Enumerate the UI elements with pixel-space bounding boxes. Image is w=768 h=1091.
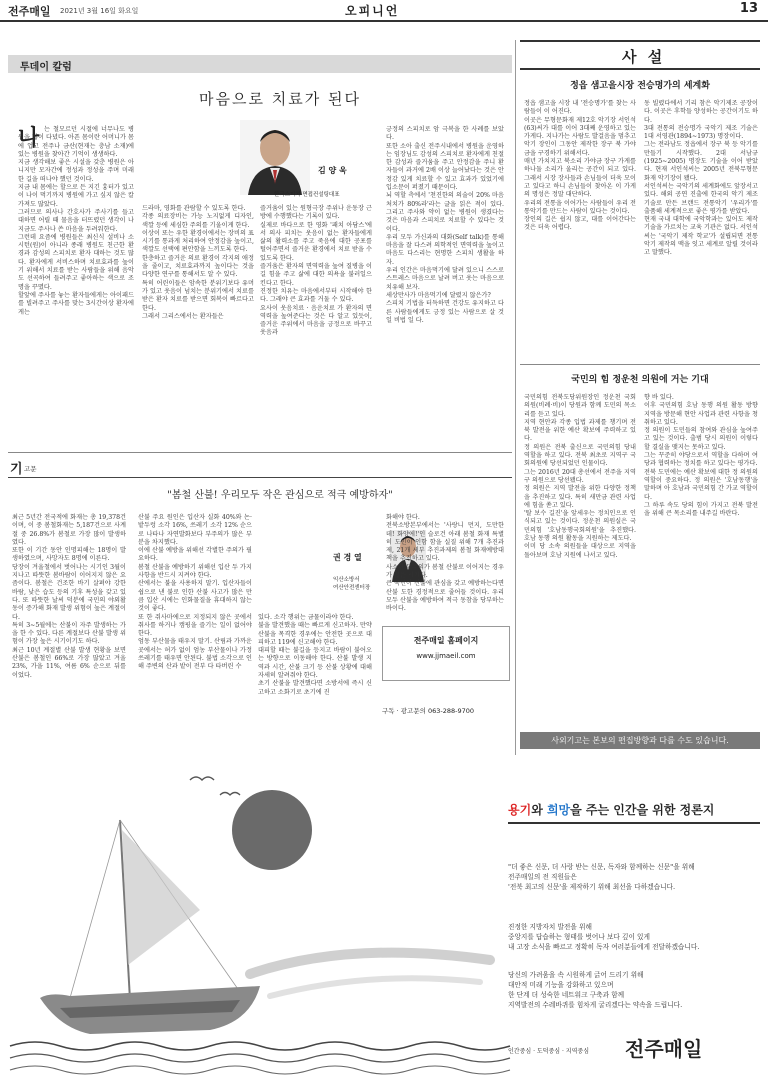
editorial-footer-text: 사외기고는 본보의 편집방향과 다를 수도 있습니다. — [551, 736, 729, 745]
page-header — [0, 0, 768, 22]
gi-col2: 산불 주요 원인은 입산자 실화 40%와 논·밭두렁 소각 16%, 쓰레기 소각 12% 순으로 나타나 자연발화보다 부주의가 많은 부분을 차지했다. 이에 산불 예방을 위해선 각별한 주의가 필요하다. 봄철 산불을 예방하기 위해선 입산 두 가지 사항을 반드시 지켜야 한다. 산에서는 불을 사용하지 말기. 입산자들이 쉽으로 낸 불로 인한 산불 사고가 많은 만큼 입산 시에는 인화물질을 휴대하지 않는 것이 좋다. 또 한 쥐사마에으로 지정되지 않은 곳에서 취사를 하거나 캠핑을 즐기는 일이 없어야 한다. 엄동 부산물을 태우지 말기. 산림과 가까운 곳에서는 허가 없이 엄농 부산물이나 가정 쓰레기를 태우면 안된다. 불법 소각으로 인해 주변의 산과 밭이 전부 다 타버린 수 — [138, 514, 252, 671]
ad-paragraph: 진정한 지방자치 발전을 위해 중앙지를 답습하는 형태를 벗어나 보다 깊이 있게 내 고장 소식을 빠르고 정확히 독자 여러분들에게 전달하겠습니다. — [508, 923, 700, 951]
header-section: 오피니언 — [345, 4, 400, 18]
dropcap: 나 — [18, 125, 40, 151]
editorial1-col1: 정읍 샘고을 시장 내 '전승명가'를 찾는 사람들이 이 어진다. 이곳은 무형문화재 제12호 악기장 서인석(63)씨가 대를 이어 3대째 운영하고 있는 가게다. 지나가는 사람도 발걸음을 멈추고 악기 장인이 그동안 제작한 장구 북 가야금을 구경하기 위해서다. 매년 가치지고 북소리 가야금 장구 가게를 하나둘 소리가 울리는 공간이 되고 있다. 그래서 시장 장사들과 손님들이 더욱 모이고 있다고 하니 손님들이 찾아온 이 가게의 명성은 정말 대단하다. 우리의 전통을 이어가는 사람들이 우리 전통악기를 만드는 사람이 있다는 것이다. 장인의 길은 쉽지 않고, 대를 이어간다는 것은 더욱 어렵다. — [524, 100, 636, 232]
ad-paragraph: "더 좋은 신문, 더 사랑 받는 신문, 독자와 함께하는 신문"을 위해 전주매일의 전 직원들은 '전북 최고의 신문'을 제작하기 위해 최선을 다하겠습니다. — [508, 863, 695, 891]
editorial2-col2: 향 바 있다. 이후 국민의힘 호남 동행 의원 활동 방향 지역을 방문해 현안 사업과 관련 사항을 청취하고 있다. 정 의원이 도민들의 참여와 관심을 높여주고 있는 것이다. 출범 당시 의원이 이렇다할 결실을 맺지는 못하고 있다. 그는 꾸준히 야당으로서 역할을 다하며 여당과 협력하는 정치를 하고 있다는 평가다. 전북 도민에는 예산 확보에 대한 정 의원의 역할이 중요하다. 정 의원은 '호남동행'을 말하며 아 호남과 국민의힘 간 가교 역할이다. 그 하루 속도 당의 힘이 가지고 전북 발전을 위해 큰 목소리를 내주길 바란다. — [644, 394, 758, 518]
homepage-promo — [382, 626, 510, 681]
today-col4: 긍정의 스피치로 암 극복을 한 사례를 보았다. 또한 소아 출신 전주시내에서 병원을 운영하는 임장님도 감성의 스피치로 환자에게 친절한 감성과 즐거움을 주고 안정감을 주니 환자들이 과거에 2배 이상 늘어났다는 것은 안정감 있게 치료할 수 있고 효과가 있었기에 입소문이 퍼졌기 때문이다. 뇌 역할 측에서 '천진한의 의술이 20% 마음처치가 80%라'라는 글을 읽은 적이 있다. 그리고 주사와 약이 없는 병원이 생겼다는 것은 마음과 스피치로 치료할 수 있다는 것이다. 우리 모두 가신과의 대화(Self talk)를 통해 마음을 잘 다스려 의학적인 면역력을 높이고 마음도 다스리는 현명한 스피치 생활을 하자. 우리 인간은 마음먹기에 달려 있으니 스스로 스트레스 마음으로 날려 버고 웃는 마음으로 치유해 보자. 세상만사가 마음먹기에 달렸지 않은가? 스피치 기법을 터득하면 건강도 유지하고 다른 사람들에게도 긍정 있는 사람으로 살 것일 비법 일 다. — [386, 126, 504, 324]
today-title: 마음으로 치료가 된다 — [199, 90, 361, 108]
gi-label: 기 — [10, 462, 23, 477]
ad-paragraph: 당신의 가려움을 속 시원하게 긁어 드리기 위해 대안적 미래 기능을 강화하고 있으며 한 단계 더 성숙한 네트워크 구축과 함께 지역발전의 수레바퀴를 힘차게 굴리겠다는 약속을 드립니다. — [508, 971, 683, 1009]
header-page-number: 13 — [739, 1, 758, 16]
gi-col4: 화해야 한다. 전북소방본부에서는 '사랑니 먼지, 도만한데! 화양에!'인 슬로건 아래 봄철 화재 특별히 도민이 인함 함을 실질 위해 7개 추진과제, 21개 세부 추진과제의 봄철 화재예방대책을 추진하고 있다. 사소한 부주의가 봄철 산불로 이어지는 경우가 많은 시기다. 큰 국민이 산불에 관심을 갖고 예방하는다면 산불 도한 경정적으로 줄어들 것이다. 우리 모두 산불을 예방하여 적극 동참을 당부하는 바이다. — [386, 514, 504, 613]
editorial-footer — [520, 732, 760, 749]
gi-col3: 있다. 소각 행위는 금물이라야 한다. 불을 발견했을 때는 빠르게 신고하자. 만약 산불을 목격한 경우에는 안전한 곳으로 대피하고 119에 신고해야 한다. 대피할 때는 불길을 등지고 바람이 불어오는 방향으로 이동해야 한다. 산불 발생 지역과 시간, 산불 크기 등 산불 상황에 대해 자세히 알려줘야 한다. 초기 산불을 발견했다면 소방서에 즉시 신고하고 소화기로 초기에 진 — [258, 614, 372, 696]
ad-title-part: 을 주는 인간을 위한 정론지 — [570, 803, 715, 817]
gi-author-role: 익산소방서 — [333, 577, 360, 583]
gi-col1: 최근 5년간 전국적에 화재는 총 19,378건이며, 이 중 봄철화재는 5,187건으로 사계절 중 26.8%가 봄철로 가장 많이 발생하였다. 또한 이 기간 동안 인명피해는 18명이 발생하였으며, 사망자도 8명에 이른다. 당장이 겨울철에서 벗어나는 시기인 3월이 지나고 따뜻한 봄바람이 이어지지 않은 요즘이다. 봄철은 건조한 바기 살펴야 강한 바람, 낮은 습도 등의 기후 특성을 갖고 있다. 또 따뜻한 날씨 덕분에 국민의 야외활동이 증가해 화재 발생 위험이 높은 계절이다. 특히 3~5월에는 산불이 자주 발생하는 가을 한 수 있다. 다른 계절보다 산불 발생 위험이 가장 높은 시기이기도 하다. 최근 10년 계절별 산불 발생 현황을 보면 산불은 봄철인 66%로 가장 많았고 겨울 23%, 가을 11%, 여름 6% 순으로 뒤를 이었다. — [12, 514, 126, 679]
editorial2-title: 국민의 힘 정운천 의원에 거는 기대 — [571, 375, 709, 385]
promo-name: 전주매일 홈페이지 — [413, 636, 479, 645]
editorial1-title: 정읍 샘고을시장 전승명가의 세계화 — [570, 81, 710, 91]
ad-slogan: 인간중심 · 도덕중심 · 지역중심 — [508, 1048, 589, 1055]
column-divider — [515, 40, 516, 755]
gi-author-role: 여산안전센터장 — [333, 585, 371, 591]
section-divider — [8, 452, 512, 453]
author-photo — [240, 120, 310, 195]
editorial-divider — [520, 364, 760, 365]
promo-url[interactable]: www.jjmaeil.com — [416, 652, 476, 660]
today-author-role: 한국스피치 면접컨설팅대표 — [274, 192, 340, 198]
gi-title: "봄철 산불! 우리모두 작은 관심으로 적극 예방하자" — [167, 490, 393, 501]
ad-title-word: 희망 — [546, 803, 571, 817]
editorial-head — [520, 40, 760, 70]
gi-column-head — [8, 458, 512, 478]
ad-title — [508, 801, 714, 818]
today-col1: 는 철모르던 시절에 너무나도 병원을 많이 다녔다. 아픈 몸이란 어머니가 몸에 업고 전주나 금산(현재는 충남 소재)에 있는 병원을 찾아간 기억이 생생하다. 지금 생각해보 좋은 시설을 갖춘 병원은 아니지만 모자간에 정성과 정성을 주며 미래한 길을 떠나야 했던 것이다. 지금 내 몸에는 할으로 든 지긴 흉터가 있고 이 나이 먹기까지 병원에 가고 싶지 않은 칼 가져도 많았다. 그러므로 의사나 간호사가 주사기를 들고 대하면 어릴 때 물음을 터뜨렸던 생각이 나 지금도 주사나 쓴 마음을 두려워한다. 그런데 요즘에 병원들은 최신식 설비나 소시턴(원)이 아니라 종래 병원도 친근한 환경과 감성의 스피치로 환자 대하는 것도 많다. 환자에게 서비스하며 치료효과를 높이기 위해서 치료를 받는 사람들을 위해 음악도 선곡하여 들려주고 좋아하는 색으로 조명을 꾸몄다. 할앞에 주사를 놓는 환자들에게는 아이패드를 빌려주고 주사를 맞는 3시간이상 환자에게는 — [18, 126, 134, 316]
editorial-label: 사 설 — [622, 48, 666, 66]
today-column-label: 투데이 칼럼 — [20, 62, 72, 73]
ad-logo: 전주매일 — [625, 1037, 703, 1061]
subscription-contact: 구독 · 광고문의 063-288-9700 — [382, 707, 474, 715]
editorial2-col1: 국민의힘 전북도당위원장인 정운천 국회의원(비례·비)이 당원과 함께 도민의 목소리를 듣고 있다. 지역 현안과 각종 입법 과제를 챙기며 전북 발전을 위한 예산 확보에 주력하고 있다. 정 의원은 전북 출신으로 국민의힘 당내 역할을 하고 있다. 전북 최초로 지역구 국회의원에 당선되었던 인물이다. 그는 2016년 20대 총선에서 전주을 지역구 의원으로 당선됐다. 정 의원은 지역 발전을 위한 다양한 정책을 추진하고 있다. 특히 새만금 관련 사업에 힘을 쏟고 있다. '탈 보수 길진'을 앞세우는 정치인으로 인식되고 있는 것이다. 정운천 의원실은 국민의힘 '호남동행국회의원'을 추진했다. 호남 동행 의원 활동을 지원하는 제도다. 이미 당 소속 의원들을 대상으로 지역을 돌아보며 호남 지원에 나서고 있다. — [524, 394, 636, 559]
ad-title-underline — [508, 822, 760, 824]
editorial1-col2: 동 빌렸다에서 기리 참은 악기제조 공장이다. 이곳은 후학들 양성하는 공간이기도 하다. 3대 전통의 전승명가 국악기 제조 기술은 1대 서영관(1894~1973) 명장이다. 그는 전라남도 정읍에서 장구 북 등 악기를 만들기 시작했다. 2대 서남규(1925~2005) 명장도 기술을 이어 받았다. 현재 서인석씨는 2005년 전북무형문화재 악기장이 됐다. 서인석씨는 국악기의 세계화에도 앞장서고 있다. 해외 공연 진출에 한국의 악기 제조 기술로 만든 브랜드 전통악기 '우리가'를 출품해 세계적으로 좋은 평가를 받았다. 현재 국내 대학에 국악학과는 있어도 제작 기술을 가르치는 교육 기관은 없다. 서인석씨는 '국악기 제작 학교'가 설립되면 전통 악기 제작의 맥을 잇고 세계로 알릴 것이라고 말했다. — [644, 100, 758, 257]
today-author-name: 김 양 욱 — [318, 166, 347, 175]
ad-title-part: 와 — [531, 803, 547, 817]
ad-title-word: 용기 — [508, 803, 532, 817]
today-column-bar — [8, 55, 512, 73]
header-date: 2021년 3월 16일 화요일 — [60, 7, 139, 15]
boat-illustration — [10, 760, 500, 1080]
gi-sublabel: 고문 — [24, 465, 37, 473]
gi-author-name: 권 경 열 — [333, 553, 362, 562]
today-col3: 즐거움이 있는 원형극장 주위나 운동장 근방에 수행했다는 기록이 있다. 실제로 바다으로 한 영화 '패치 아담스'에서 의사 피치는 웃음이 없는 환자들에게 삶의 활력소를 주고 죽음에 대한 공포를 털어주면서 즐거운 환경에서 치료 받을 수 있도록 한다. 즐거움은 환자의 면역력을 높여 질병을 이길 힘을 주고 삶에 대한 의욕을 불러일으킨다고 한다. 진정한 치유는 마음에서부터 시작해야 한다. 그래야 큰 효과를 거둘 수 있다. 요사이 웃음치료 · 음운치료 가 환자의 면역력을 높여준다는 것은 다 알고 있듯이, 즐거운 주위에서 마음을 긍정으로 바꾸고 웃음과 — [260, 205, 372, 337]
header-logo: 전주매일 — [8, 5, 51, 18]
today-col2: 드라마, 영화를 관람할 수 있도록 한다. 각종 의료장비는 가능 노지없게 디자인, 색깔 등에 세심한 주의를 기울이게 한다. 이상이 또는 우한 환경이에서는 장비의 표시기를 통과게 처리하여 안정감을 높이고, 색깔도 선택에 편안함을 느끼도록 한다. 한층하고 즐거운 의료 환경이 각지의 애정을 줄이고, 치료효과까지 높이다는 것을 다양한 연구를 통해서도 알 수 있다. 특히 어린이들은 암속한 분위기보다 유머가 있고 웃음이 넘치는 분위기에서 치료를 받은 환자 치료를 받으면 회복이 빠르다고 한다. 그래서 그리스에서는 환자들은 — [142, 205, 254, 320]
